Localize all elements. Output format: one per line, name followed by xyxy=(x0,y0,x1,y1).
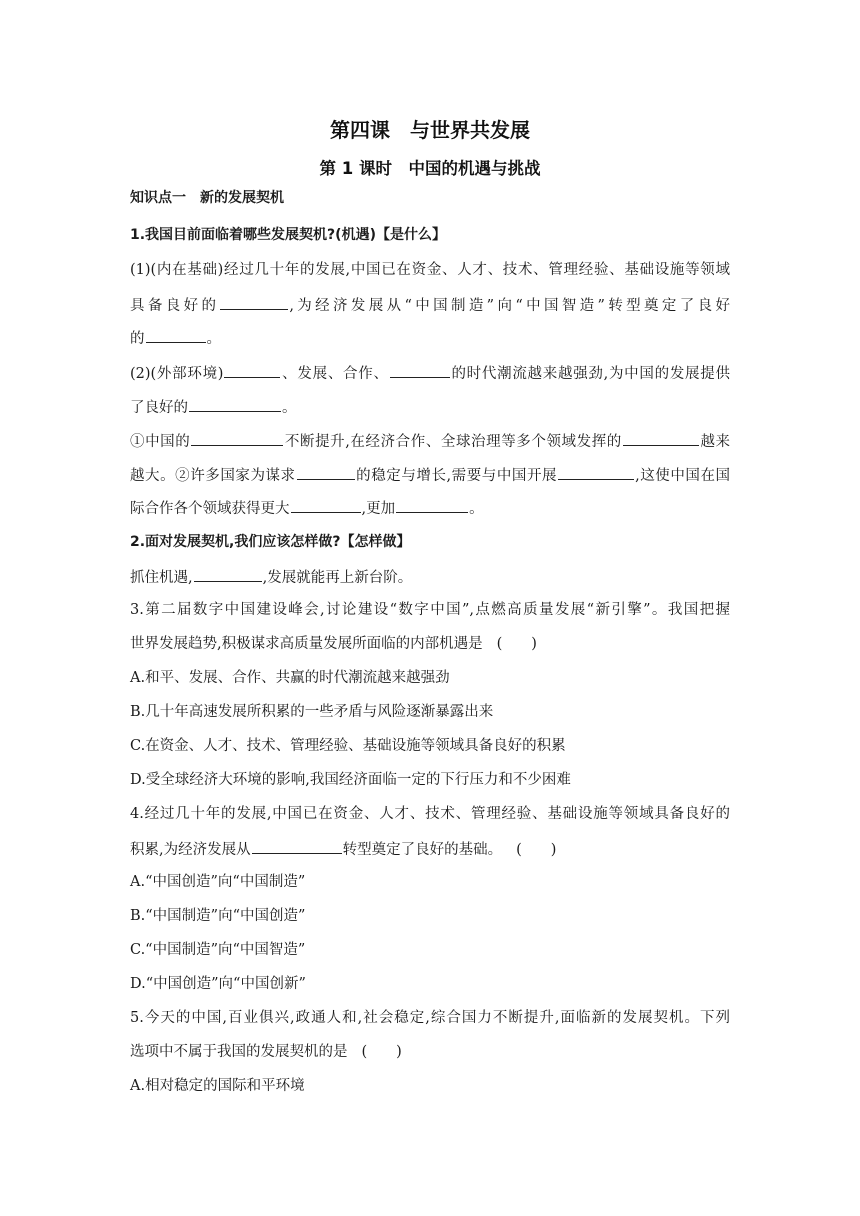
fill-blank[interactable] xyxy=(224,362,280,378)
fill-blank[interactable] xyxy=(558,464,634,480)
paragraph-3-line-2 xyxy=(130,464,730,486)
paragraph-1-line-1: (1)(内在基础)经过几十年的发展,中国已在资金、人才、技术、管理经验、基础设施等领域 xyxy=(130,262,730,278)
text: 际合作各个领域获得更大 xyxy=(130,501,290,517)
paragraph-3-line-3 xyxy=(130,497,730,519)
question-1-heading: 1.我国目前面临着哪些发展契机?(机遇)【是什么】 xyxy=(130,227,446,243)
paragraph-2-line-2 xyxy=(130,396,730,418)
fill-blank[interactable] xyxy=(220,294,288,310)
text: 、发展、合作、 xyxy=(281,366,389,382)
fill-blank[interactable] xyxy=(252,838,342,854)
text: 积累,为经济发展从 xyxy=(130,842,251,858)
text: ,发展就能再上新台阶。 xyxy=(262,570,413,586)
answer-parentheses[interactable]: ( ) xyxy=(516,842,557,858)
option-b: B.“中国制造”向“中国创造” xyxy=(130,908,306,924)
paragraph-1-line-2 xyxy=(130,294,730,316)
paragraph-4 xyxy=(130,566,730,588)
text: 选项中不属于我国的发展契机的是 xyxy=(130,1044,348,1060)
text: ,为经济发展从“中国制造”向“中国智造”转型奠定了良好 xyxy=(289,298,730,314)
fill-blank[interactable] xyxy=(191,430,283,446)
paragraph-3-line-1 xyxy=(130,430,730,452)
fill-blank[interactable] xyxy=(396,497,468,513)
text: 转型奠定了良好的基础。 xyxy=(342,842,503,858)
option-a: A.相对稳定的国际和平环境 xyxy=(130,1078,305,1094)
text: 。 xyxy=(206,331,221,347)
text: 。 xyxy=(469,501,484,517)
fill-blank[interactable] xyxy=(291,497,361,513)
text: ①中国的 xyxy=(130,434,191,450)
question-5-line-2 xyxy=(130,1042,730,1062)
text: (2)(外部环境) xyxy=(130,366,224,382)
page-title: 第四课 与世界共发展 xyxy=(330,118,530,142)
option-d: D.“中国创造”向“中国创新” xyxy=(130,976,306,992)
fill-blank[interactable] xyxy=(194,566,262,582)
text: 的稳定与增长,需要与中国开展 xyxy=(355,468,558,484)
option-b: B.几十年高速发展所积累的一些矛盾与风险逐渐暴露出来 xyxy=(130,704,494,720)
fill-blank[interactable] xyxy=(297,464,355,480)
paragraph-1-line-3 xyxy=(130,327,730,349)
text: 世界发展趋势,积极谋求高质量发展所面临的内部机遇是 xyxy=(130,636,483,652)
fill-blank[interactable] xyxy=(189,396,281,412)
text: 的时代潮流越来越强劲,为中国的发展提供 xyxy=(450,366,731,382)
answer-parentheses[interactable]: ( ) xyxy=(496,636,537,652)
section-heading: 知识点一 新的发展契机 xyxy=(130,190,284,206)
text: 具备良好的 xyxy=(130,298,220,314)
text: ,这使中国在国 xyxy=(635,468,731,484)
text: 抓住机遇, xyxy=(130,570,193,586)
text: 越大。②许多国家为谋求 xyxy=(130,468,296,484)
text: 了良好的 xyxy=(130,400,188,416)
option-a: A.和平、发展、合作、共赢的时代潮流越来越强劲 xyxy=(130,670,450,686)
text: 不断提升,在经济合作、全球治理等多个领域发挥的 xyxy=(284,434,622,450)
text: ,更加 xyxy=(361,501,396,517)
option-d: D.受全球经济大环境的影响,我国经济面临一定的下行压力和不少困难 xyxy=(130,772,571,788)
option-c: C.“中国制造”向“中国智造” xyxy=(130,942,306,958)
paragraph-2-line-1 xyxy=(130,362,730,384)
fill-blank[interactable] xyxy=(390,362,450,378)
question-2-heading: 2.面对发展契机,我们应该怎样做?【怎样做】 xyxy=(130,534,411,550)
question-4-line-2 xyxy=(130,838,730,860)
fill-blank[interactable] xyxy=(146,327,206,343)
text: 。 xyxy=(282,400,297,416)
question-3-line-2 xyxy=(130,634,730,654)
answer-parentheses[interactable]: ( ) xyxy=(361,1044,402,1060)
fill-blank[interactable] xyxy=(623,430,699,446)
text: 的 xyxy=(130,331,145,347)
option-a: A.“中国创造”向“中国制造” xyxy=(130,874,306,890)
lesson-subtitle: 第 1 课时 中国的机遇与挑战 xyxy=(319,159,541,178)
question-3-line-1: 3.第二届数字中国建设峰会,讨论建设“数字中国”,点燃高质量发展“新引擎”。我国把握 xyxy=(130,602,730,618)
text: 越来 xyxy=(699,434,731,450)
question-5-line-1: 5.今天的中国,百业俱兴,政通人和,社会稳定,综合国力不断提升,面临新的发展契机。下列 xyxy=(130,1010,730,1026)
question-4-line-1: 4.经过几十年的发展,中国已在资金、人才、技术、管理经验、基础设施等领域具备良好的 xyxy=(130,806,730,822)
option-c: C.在资金、人才、技术、管理经验、基础设施等领域具备良好的积累 xyxy=(130,738,566,754)
